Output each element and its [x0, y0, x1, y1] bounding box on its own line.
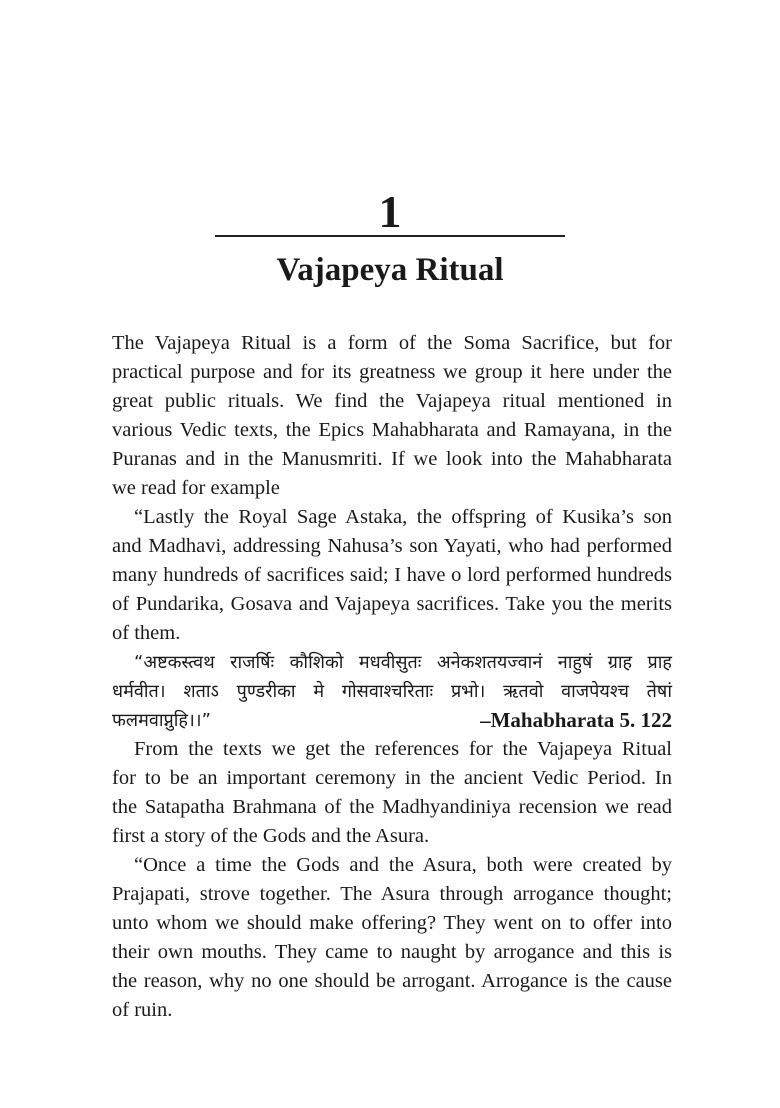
text-line: of Pundarika, Gosava and Vajapeya sacrifices. Take you the merits — [112, 593, 672, 615]
text-line: of ruin. — [112, 999, 173, 1021]
body-text — [112, 329, 672, 1025]
text-line: the reason, why no one should be arrogant. Arrogance is the cause — [112, 970, 672, 992]
sanskrit-line: “अष्टकस्त्वथ राजर्षिः कौशिको मधवीसुतः अनेकशतयज्वानं नाहुषं ग्राह प्राह — [134, 652, 672, 673]
text-line: practical purpose and for its greatness we group it here under the — [112, 361, 672, 383]
chapter-title: Vajapeya Ritual — [276, 252, 504, 288]
text-line: the Satapatha Brahmana of the Madhyandiniya recension we read — [112, 796, 672, 818]
chapter-rule — [215, 235, 565, 237]
text-line: great public rituals. We find the Vajapeya ritual mentioned in — [112, 390, 672, 412]
citation: –Mahabharata 5. 122 — [480, 708, 672, 732]
sanskrit-line: धर्मवीत। शताऽ पुण्डरीका मे गोसवाश्चरिताः प्रभो। ऋतवो वाजपेयश्च तेषां — [112, 681, 672, 702]
sanskrit-citation-row — [112, 706, 672, 735]
text-line: Prajapati, strove together. The Asura through arrogance thought; — [112, 883, 672, 905]
text-line: for to be an important ceremony in the ancient Vedic Period. In — [112, 767, 672, 789]
text-line: many hundreds of sacrifices said; I have o lord performed hundreds — [112, 564, 672, 586]
text-line: and Madhavi, addressing Nahusa’s son Yayati, who had performed — [112, 535, 672, 557]
text-line: “Lastly the Royal Sage Astaka, the offspring of Kusika’s son — [134, 506, 672, 528]
text-line: “Once a time the Gods and the Asura, both were created by — [134, 854, 672, 876]
text-line: we read for example — [112, 477, 280, 499]
text-line: Puranas and in the Manusmriti. If we look into the Mahabharata — [112, 448, 672, 470]
text-line: From the texts we get the references for the Vajapeya Ritual — [134, 738, 672, 760]
text-line: unto whom we should make offering? They went on to offer into — [112, 912, 672, 934]
text-line: various Vedic texts, the Epics Mahabharata and Ramayana, in the — [112, 419, 672, 441]
text-line: their own mouths. They came to naught by arrogance and this is — [112, 941, 672, 963]
text-line: first a story of the Gods and the Asura. — [112, 825, 430, 847]
text-line: The Vajapeya Ritual is a form of the Soma Sacrifice, but for — [112, 332, 672, 354]
sanskrit-line: फलमवाप्नुहि।।” — [112, 710, 211, 731]
text-line: of them. — [112, 622, 181, 644]
chapter-number: 1 — [378, 186, 402, 237]
